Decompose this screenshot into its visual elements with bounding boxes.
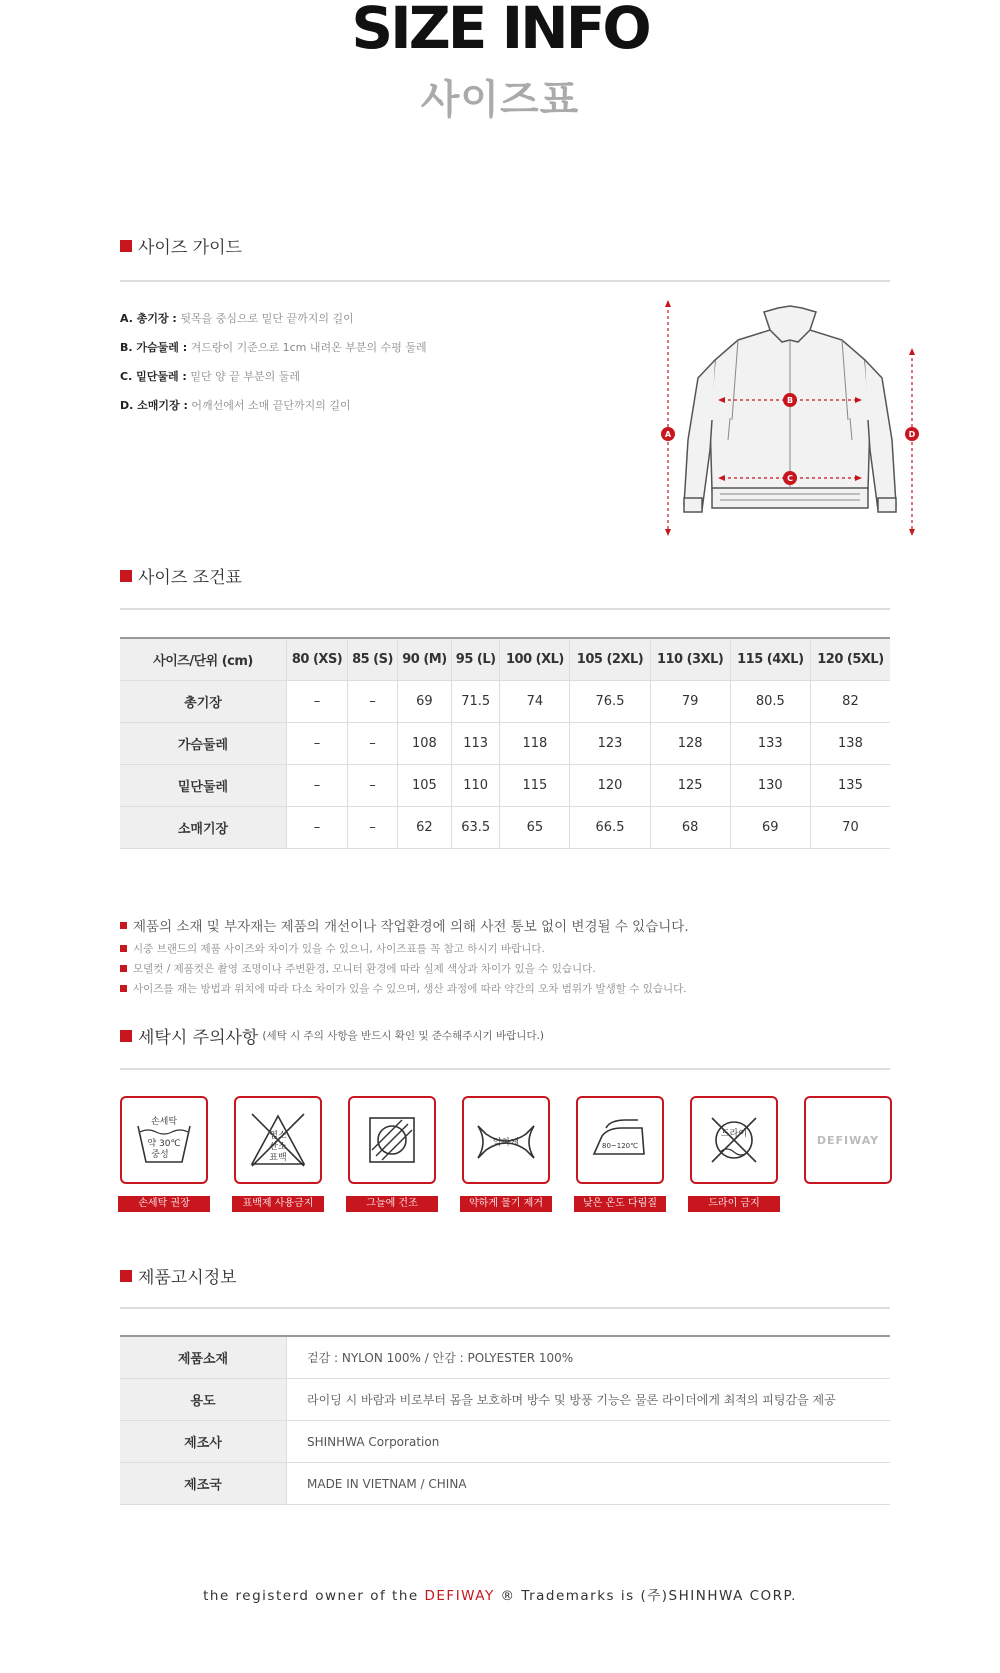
table-row: 제품소재 겉감 : NYLON 100% / 안감 : POLYESTER 100% (120, 1336, 890, 1379)
svg-text:약하게: 약하게 (492, 1138, 520, 1148)
table-header: 100 (XL) (500, 638, 570, 681)
jacket-diagram (660, 300, 920, 540)
table-header: 120 (5XL) (810, 638, 890, 681)
table-header: 115 (4XL) (730, 638, 810, 681)
bullet-icon (120, 965, 127, 972)
care-label: 약하게 물기 제거 (460, 1196, 552, 1212)
shade-dry-icon (348, 1096, 436, 1184)
page-subtitle: 사이즈표 (420, 77, 580, 123)
divider (120, 280, 890, 282)
note-main: 제품의 소재 및 부자재는 제품의 개선이나 작업환경에 의해 사전 통보 없이 변경될 수 있습니다. (120, 912, 689, 938)
care-label: 드라이 금지 (688, 1196, 780, 1212)
svg-text:염소: 염소 (269, 1131, 287, 1141)
table-row: 가슴둘레 – – 108 113 118 123 128 133 138 (120, 723, 890, 765)
product-info-heading: 제품고시정보 (120, 1263, 237, 1288)
table-header: 110 (3XL) (650, 638, 730, 681)
section-marker-icon (120, 1030, 132, 1042)
note-item: 사이즈를 재는 방법과 위치에 따라 다소 차이가 있을 수 있으며, 생산 과정에 따라 약간의 오차 범위가 발생할 수 있습니다. (120, 978, 689, 998)
note-item: 시중 브랜드의 제품 사이즈와 차이가 있을 수 있으니, 사이즈표를 꼭 참고 하시기 바랍니다. (120, 938, 689, 958)
svg-text:중성: 중성 (151, 1150, 169, 1160)
svg-text:표백: 표백 (269, 1153, 287, 1163)
care-label: 낮은 온도 다림질 (574, 1196, 666, 1212)
table-row: 총기장 – – 69 71.5 74 76.5 79 80.5 82 (120, 681, 890, 723)
care-heading: 세탁시 주의사항 (세탁 시 주의 사항을 반드시 확인 및 준수해주시기 바랍니다.) (120, 1023, 544, 1048)
guide-item-d: D. 소매기장 : 어깨선에서 소매 끝단까지의 길이 (120, 399, 351, 412)
notes (120, 912, 689, 998)
size-table (120, 637, 890, 849)
care-label: 그늘에 건조 (346, 1196, 438, 1212)
marker-a: A (664, 430, 672, 439)
svg-text:약 30℃: 약 30℃ (147, 1139, 181, 1149)
size-table-heading: 사이즈 조건표 (120, 563, 242, 588)
note-item: 모델컷 / 제품컷은 촬영 조명이나 주변환경, 모니터 환경에 따라 실제 색상과 차이가 있을 수 있습니다. (120, 958, 689, 978)
marker-c: C (787, 474, 793, 483)
table-row: 제조국 MADE IN VIETNAM / CHINA (120, 1463, 890, 1505)
divider (120, 608, 890, 610)
gentle-wring-icon (462, 1096, 550, 1184)
bullet-icon (120, 945, 127, 952)
low-iron-icon (576, 1096, 664, 1184)
section-marker-icon (120, 1270, 132, 1282)
table-header: 85 (S) (348, 638, 398, 681)
footer-trademark: the registerd owner of the DEFIWAY ® Trademarks is (주)SHINHWA CORP. (203, 1588, 797, 1604)
svg-text:80~120℃: 80~120℃ (602, 1142, 638, 1150)
guide-item-b: B. 가슴둘레 : 겨드랑이 기준으로 1cm 내려온 부분의 수평 둘레 (120, 341, 427, 354)
bullet-icon (120, 985, 127, 992)
divider (120, 1068, 890, 1070)
table-row: 밑단둘레 – – 105 110 115 120 125 130 135 (120, 765, 890, 807)
no-dryclean-icon (690, 1096, 778, 1184)
table-header: 105 (2XL) (570, 638, 650, 681)
section-marker-icon (120, 570, 132, 582)
no-bleach-icon (234, 1096, 322, 1184)
table-header: 사이즈/단위 (cm) (120, 638, 287, 681)
table-header-row (120, 638, 890, 681)
table-header: 90 (M) (397, 638, 451, 681)
page-title: SIZE INFO (351, 0, 649, 62)
care-label: 표백제 사용금지 (232, 1196, 324, 1212)
size-guide-heading: 사이즈 가이드 (120, 233, 242, 258)
svg-text:손세탁: 손세탁 (150, 1117, 178, 1127)
table-header: 80 (XS) (287, 638, 348, 681)
hand-wash-icon (120, 1096, 208, 1184)
svg-text:산소: 산소 (269, 1142, 287, 1152)
svg-text:드라이: 드라이 (720, 1129, 748, 1139)
brand-name: DEFIWAY (424, 1588, 495, 1604)
defiway-logo-icon (804, 1096, 892, 1184)
bullet-icon (120, 922, 127, 929)
svg-text:DEFIWAY: DEFIWAY (816, 1134, 880, 1147)
table-header: 95 (L) (451, 638, 500, 681)
table-row: 제조사 SHINHWA Corporation (120, 1421, 890, 1463)
marker-b: B (786, 396, 794, 405)
table-row: 소매기장 – – 62 63.5 65 66.5 68 69 70 (120, 807, 890, 849)
guide-item-c: C. 밑단둘레 : 밑단 양 끝 부분의 둘레 (120, 370, 300, 383)
care-label: 손세탁 권장 (118, 1196, 210, 1212)
marker-d: D (908, 430, 916, 439)
table-row: 용도 라이딩 시 바람과 비로부터 몸을 보호하며 방수 및 방풍 기능은 물론 라이더에게 최적의 피팅감을 제공 (120, 1379, 890, 1421)
section-marker-icon (120, 240, 132, 252)
product-info-table (120, 1335, 890, 1505)
divider (120, 1307, 890, 1309)
guide-item-a: A. 총기장 : 뒷목을 중심으로 밑단 끝까지의 길이 (120, 312, 354, 325)
